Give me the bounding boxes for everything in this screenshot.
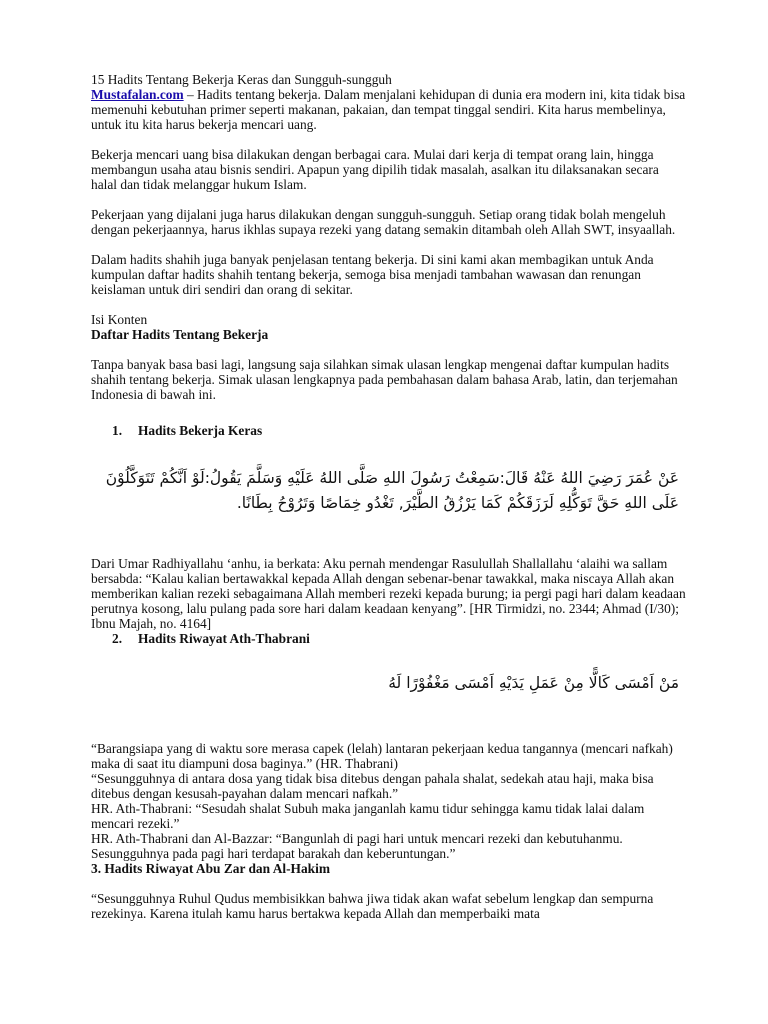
intro-text: – Hadits tentang bekerja. Dalam menjalani kehidupan di dunia era modern ini, kita tidak bisa memenuhi kebutuhan primer seperti makanan, pakaian, dan tempat tinggal sendiri. Kita harus membelinya, untuk itu kita harus bekerja mencari uang. xyxy=(91,87,686,132)
arabic-text-2: مَنْ اَمْسَى كَالًّا مِنْ عَمَلِ يَدَيْهِ اَمْسَى مَغْفُوْرًا لَهُ xyxy=(388,674,679,692)
body-paragraph: Bekerja mencari uang bisa dilakukan dengan berbagai cara. Mulai dari kerja di tempat orang lain, hingga membangun usaha atau bisnis sendiri. Apapun yang dipilih tidak masalah, asalkan itu dilaksanakan secara halal dan tidak melanggar hukum Islam. xyxy=(91,147,659,192)
section-heading-3: 3. Hadits Riwayat Abu Zar dan Al-Hakim xyxy=(91,861,330,876)
hadith-line: HR. Ath-Thabrani: “Sesudah shalat Subuh maka janganlah kamu tidur sehingga kamu tidak lalai dalam mencari rezeki.” xyxy=(91,801,645,831)
section-title: Hadits Riwayat Ath-Thabrani xyxy=(138,631,310,646)
section-3-text: “Sesungguhnya Ruhul Qudus membisikkan bahwa jiwa tidak akan wafat sebelum lengkap dan sempurna rezekinya. Karena itulah kamu harus bertakwa kepada Allah dan memperbaiki mata xyxy=(91,891,654,921)
section-heading-2 xyxy=(91,631,687,646)
document-page xyxy=(91,72,687,921)
translation-paragraph: Dari Umar Radhiyallahu ‘anhu, ia berkata: Aku pernah mendengar Rasulullah Shallallahu ‘alaihi wa sallam bersabda: “Kalau kalian bertawakkal kepada Allah dengan sebenar-benar tawakkal, maka niscaya Allah akan memberikan kalian rezeki sebagaimana Allah memberi rezeki kepada burung; ia pergi pagi hari dalam keadaan perutnya kosong, lalu pulang pada sore hari dalam keadaan kenyang”. [HR Tirmidzi, no. 2344; Ahmad (I/30); Ibnu Majah, no. 4164] xyxy=(91,556,686,631)
document-title: 15 Hadits Tentang Bekerja Keras dan Sungguh-sungguh xyxy=(91,72,392,87)
arabic-text-1: عَنْ عُمَرَ رَضِيَ اللهُ عَنْهُ قَالَ:سَمِعْتُ رَسُولَ اللهِ صَلَّى اللهُ عَلَيْهِ وَسَلَّمَ يَقُولُ:لَوْ اَنَّكُمْ تَتَوَكَّلُوْنَ عَلَى اللهِ حَقَّ تَوَكُّلِهِ لَرَزَقَكُمْ كَمَا يَرْزُقُ الطَّيْرَ, تَغْدُو خِمَاصًا وَتَرُوْحُ بِطَانًا. xyxy=(105,469,679,512)
section-number: 1. xyxy=(112,423,123,438)
hadith-line: “Barangsiapa yang di waktu sore merasa capek (lelah) lantaran pekerjaan kedua tangannya (mencari nafkah) maka di saat itu diampuni dosa baginya.” (HR. Thabrani) xyxy=(91,741,673,771)
hadith-lines xyxy=(91,741,687,861)
toc-heading: Daftar Hadits Tentang Bekerja xyxy=(91,327,269,342)
toc-label: Isi Konten xyxy=(91,312,148,327)
section-number: 2. xyxy=(112,631,123,646)
hadith-line: HR. Ath-Thabrani dan Al-Bazzar: “Bangunlah di pagi hari untuk mencari rezeki dan kebutuhanmu. Sesungguhnya pada pagi hari terdapat barakah dan keberuntungan.” xyxy=(91,831,623,861)
section-heading-1 xyxy=(91,423,687,438)
lead-paragraph: Tanpa banyak basa basi lagi, langsung saja silahkan simak ulasan lengkap mengenai daftar kumpulan hadits shahih tentang bekerja. Simak ulasan lengkapnya pada pembahasan dalam bahasa Arab, latin, dan terjemahan Indonesia di bawah ini. xyxy=(91,357,678,402)
intro-paragraph xyxy=(91,87,687,132)
hadith-line: “Sesungguhnya di antara dosa yang tidak bisa ditebus dengan pahala shalat, sedekah atau haji, maka bisa ditebus dengan kesusah-payahan dalam mencari nafkah.” xyxy=(91,771,654,801)
site-link[interactable]: Mustafalan.com xyxy=(91,87,184,102)
section-title: Hadits Bekerja Keras xyxy=(138,423,263,438)
body-paragraph: Dalam hadits shahih juga banyak penjelasan tentang bekerja. Di sini kami akan membagikan untuk Anda kumpulan daftar hadits shahih tentang bekerja, semoga bisa menjadi tambahan wawasan dan renungan keislaman untuk diri sendiri dan orang di sekitar. xyxy=(91,252,654,297)
body-paragraph: Pekerjaan yang dijalani juga harus dilakukan dengan sungguh-sungguh. Setiap orang tidak bolah mengeluh dengan pekerjaannya, harus ikhlas supaya rezeki yang datang semakin ditambah oleh Allah SWT, insyaallah. xyxy=(91,207,676,237)
